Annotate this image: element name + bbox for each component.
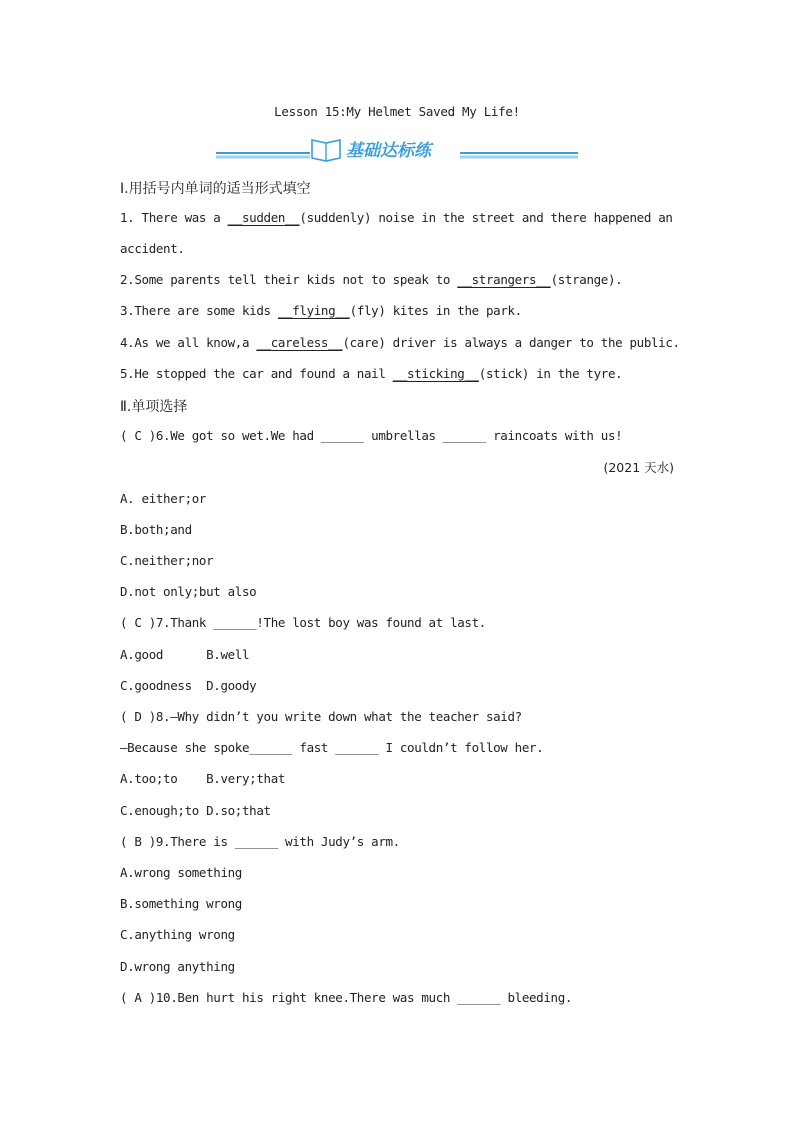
q7-options-cd: C.goodness D.goody xyxy=(120,678,257,693)
q3-answer: __flying__ xyxy=(277,303,350,318)
q4-answer: __careless__ xyxy=(256,335,343,350)
q1-answer: __sudden__ xyxy=(227,210,300,225)
q4-text-b: (care) driver is always a danger to the public. xyxy=(342,335,680,350)
question-2 xyxy=(120,272,622,287)
section-2-heading: Ⅱ.单项选择 xyxy=(120,399,188,415)
q5-text-a: 5.He stopped the car and found a nail xyxy=(120,366,393,381)
q9-option-c: C.anything wrong xyxy=(120,927,235,942)
q6-option-b: B.both;and xyxy=(120,522,192,537)
question-10: ( A )10.Ben hurt his right knee.There was much ______ bleeding. xyxy=(120,990,573,1005)
q2-text-a: 2.Some parents tell their kids not to speak to xyxy=(120,272,458,287)
question-1 xyxy=(120,210,673,225)
q8-options-cd: C.enough;to D.so;that xyxy=(120,803,271,818)
q3-text-b: (fly) kites in the park. xyxy=(349,303,522,318)
q8-options-ab: A.too;to B.very;that xyxy=(120,771,286,786)
question-6: ( C )6.We got so wet.We had ______ umbrellas ______ raincoats with us! xyxy=(120,428,623,443)
q1-text-b: (suddenly) noise in the street and there happened an xyxy=(299,210,673,225)
q2-answer: __strangers__ xyxy=(457,272,551,287)
q2-text-b: (strange). xyxy=(550,272,623,287)
banner-text: 基础达标练 xyxy=(346,141,431,161)
q1-text-a: 1. There was a xyxy=(120,210,228,225)
q9-option-d: D.wrong anything xyxy=(120,959,235,974)
section-1-heading: Ⅰ.用括号内单词的适当形式填空 xyxy=(120,181,311,197)
page-title: Lesson 15:My Helmet Saved My Life! xyxy=(274,104,520,119)
section-banner xyxy=(212,136,582,162)
question-1-cont: accident. xyxy=(120,241,185,256)
q4-text-a: 4.As we all know,a xyxy=(120,335,257,350)
question-5 xyxy=(120,366,622,381)
question-8: ( D )8.—Why didn’t you write down what the teacher said? xyxy=(120,709,522,724)
q6-option-a: A. either;or xyxy=(120,491,207,506)
q6-option-c: C.neither;nor xyxy=(120,553,214,568)
book-icon xyxy=(312,140,340,161)
question-6-source: (2021 天水) xyxy=(603,460,674,475)
q6-option-d: D.not only;but also xyxy=(120,584,257,599)
q9-option-b: B.something wrong xyxy=(120,896,242,911)
q5-text-b: (stick) in the tyre. xyxy=(478,366,623,381)
q7-options-ab: A.good B.well xyxy=(120,647,250,662)
question-8-line2: —Because she spoke______ fast ______ I couldn’t follow her. xyxy=(120,740,544,755)
q9-option-a: A.wrong something xyxy=(120,865,242,880)
q3-text-a: 3.There are some kids xyxy=(120,303,278,318)
question-7: ( C )7.Thank ______!The lost boy was found at last. xyxy=(120,615,486,630)
question-3 xyxy=(120,303,522,318)
q5-answer: __sticking__ xyxy=(392,366,479,381)
question-9: ( B )9.There is ______ with Judy’s arm. xyxy=(120,834,400,849)
question-4 xyxy=(120,335,680,350)
